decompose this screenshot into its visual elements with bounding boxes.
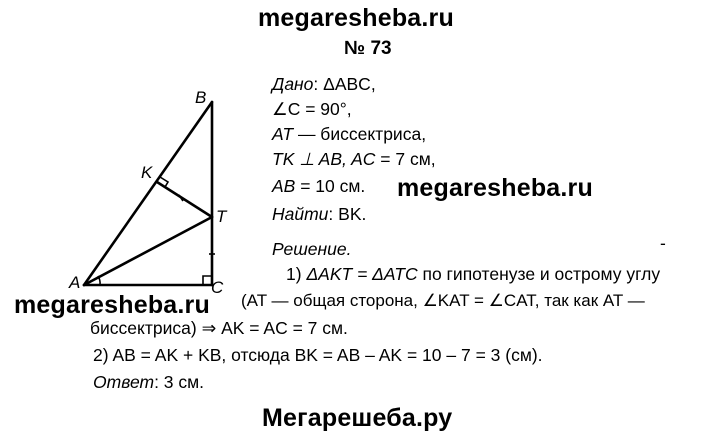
watermark-mid: megaresheba.ru [397, 174, 593, 202]
solution-heading: Решение. [272, 239, 352, 259]
given-line-3 [272, 123, 426, 145]
step1-line3: биссектриса) ⇒ AK = AC = 7 см. [90, 318, 348, 338]
given-triangle: : ΔABC, [313, 74, 376, 94]
given-line-4 [272, 148, 436, 170]
step1-reason: по гипотенузе и острому углу [417, 264, 661, 284]
given-line-3-it: AT [272, 124, 294, 144]
step2-line: 2) AB = AK + KB, отсюда BK = AB – AK = 10 – 7 = 3 (см). [93, 345, 543, 365]
step1-line1 [286, 263, 660, 285]
perpendicular-tk [157, 182, 212, 217]
answer-label: Ответ [93, 372, 155, 392]
site-title: megaresheba.ru [258, 4, 454, 32]
given-line-5-it: AB [272, 176, 296, 196]
given-line-1 [272, 73, 376, 95]
side-ab [84, 102, 212, 285]
answer-line [93, 371, 204, 393]
bisector-at [84, 217, 212, 285]
label-c: C [211, 278, 224, 297]
problem-number: № 73 [344, 38, 392, 59]
given-line-2: ∠C = 90°, [272, 99, 352, 119]
label-b: B [195, 88, 207, 107]
label-a: A [69, 273, 81, 292]
label-k: K [141, 163, 153, 182]
label-t: T [216, 207, 227, 226]
watermark-left: megaresheba.ru [14, 291, 210, 319]
footer-site: Мегарешеба.ру [262, 404, 453, 432]
find-value: : BK. [328, 204, 367, 224]
step1-number: 1) [286, 264, 307, 284]
answer-value: : 3 см. [154, 372, 205, 392]
given-line-4-rest: = 7 см, [375, 149, 436, 169]
given-line-5-rest: = 10 см. [295, 176, 366, 196]
find-line [272, 203, 366, 225]
given-line-5 [272, 175, 365, 197]
given-line-3-rest: — биссектриса, [293, 124, 427, 144]
given-line-4-it: TK ⊥ AB, AC [272, 149, 376, 169]
stray-dash: - [660, 233, 666, 253]
find-label: Найти [272, 204, 329, 224]
step1-equality: ΔAKT = ΔATC [306, 264, 418, 284]
step1-line2: (AT — общая сторона, ∠KAT = ∠CAT, так как AT — [241, 291, 645, 310]
given-label: Дано [272, 74, 314, 94]
